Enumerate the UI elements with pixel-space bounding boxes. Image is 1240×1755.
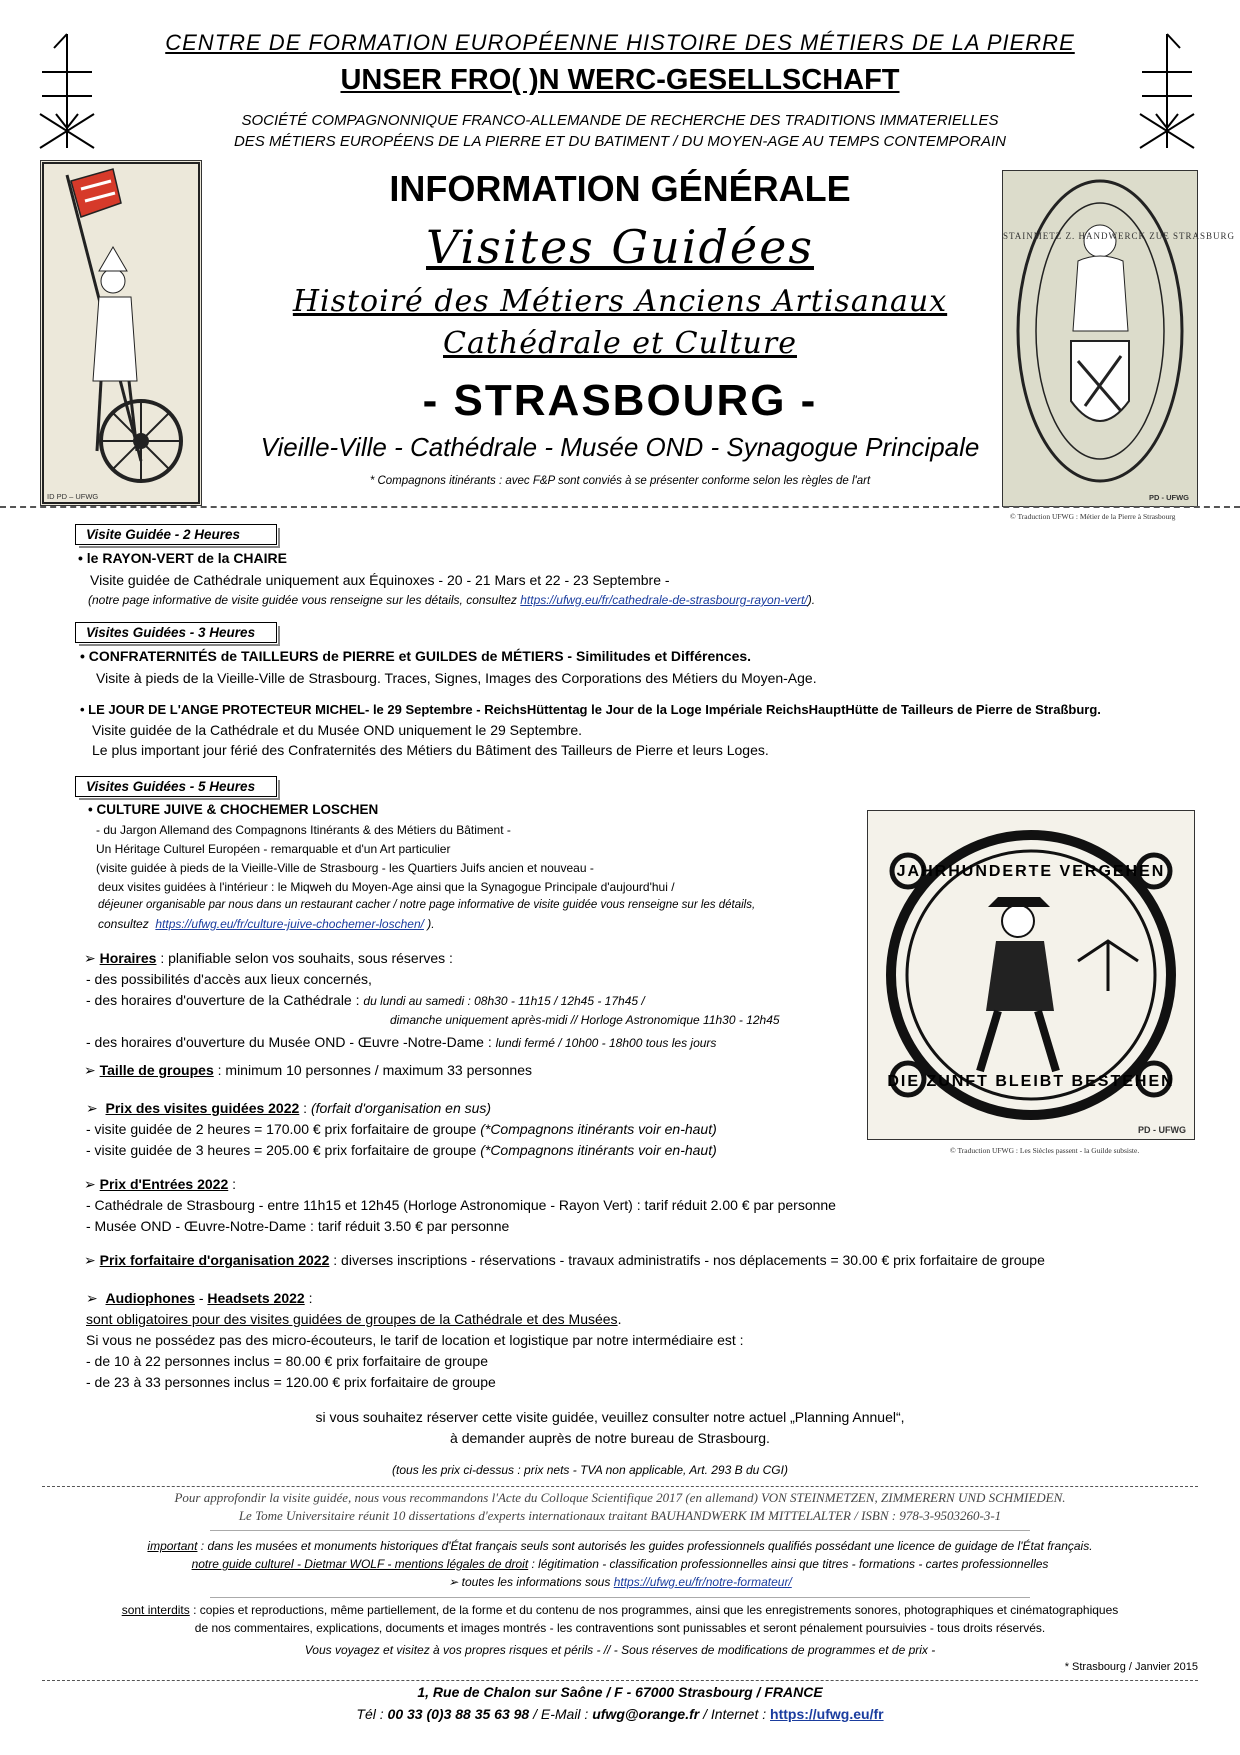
title-cathedrale: Cathédrale et Culture — [443, 326, 797, 361]
section-label-3h-text: Visites Guidées - 3 Heures — [86, 625, 256, 640]
acte-line1: Pour approfondir la visite guidée, nous vous recommandons l'Acte du Colloque Scientifique 2017 (en allemand) VON STEINMETZEN, ZIMMERERN UND SCHMIEDEN. — [174, 1490, 1066, 1505]
item-rayon-vert: • le RAYON-VERT de la CHAIRE — [78, 550, 287, 566]
audio-label2: Headsets 2022 — [207, 1290, 305, 1306]
item-culture-juive-title: CULTURE JUIVE & CHOCHEMER LOSCHEN — [96, 802, 379, 817]
website-link[interactable]: https://ufwg.eu/fr — [770, 1706, 884, 1722]
header-line3: SOCIÉTÉ COMPAGNONNIQUE FRANCO-ALLEMANDE DE RECHERCHE DES TRADITIONS IMMATERIELLES — [241, 112, 999, 129]
culture-line6-end: ). — [427, 917, 435, 931]
info-text: toutes les informations sous — [461, 1575, 611, 1589]
culture-consultez: consultez — [98, 917, 149, 931]
entrees-heading: ➢ Prix d'Entrées 2022 : — [84, 1176, 237, 1192]
guide-text: : légitimation - classification professionnelles ainsi que titres - formations - cartes professionnelles — [528, 1557, 1049, 1571]
forfait-label: Prix forfaitaire d'organisation 2022 — [99, 1252, 330, 1268]
item-confraternites: • CONFRATERNITÉS de TAILLEURS de PIERRE et GUILDES de MÉTIERS - Similitudes et Différences. — [80, 648, 752, 664]
divider-info — [210, 1597, 1030, 1598]
rayon-vert-note-text: (notre page informative de visite guidée vous renseigne sur les détails, consultez — [88, 593, 517, 607]
reserve-line1: si vous souhaitez réserver cette visite guidée, veuillez consulter notre actuel „Planning Annuel“, — [315, 1409, 905, 1425]
header-line1: CENTRE DE FORMATION EUROPÉENNE HISTOIRE DES MÉTIERS DE LA PIERRE — [165, 30, 1075, 55]
compagnons-note: * Compagnons itinérants : avec F&P sont conviés à se présenter conforme selon les règles de l'art — [369, 475, 871, 487]
horaires-label: Horaires — [99, 950, 157, 966]
badge-illustration — [867, 810, 1195, 1140]
item-rayon-vert-title: le RAYON-VERT de la CHAIRE — [86, 550, 287, 566]
header-subtitle — [0, 110, 1240, 152]
item-confraternites-title: CONFRATERNITÉS de TAILLEURS de PIERRE et GUILDES de MÉTIERS - Similitudes et Différences. — [88, 648, 752, 664]
culture-line4: deux visites guidées à l'intérieur : le Miqweh du Moyen-Age ainsi que la Synagogue Principale d'aujourd'hui / — [98, 880, 675, 894]
divider-top — [0, 506, 1240, 508]
audio-line1-text: sont obligatoires pour des visites guidées de groupes de la Cathédrale et des Musées — [86, 1311, 618, 1327]
info-line: ➢ toutes les informations sous https://ufwg.eu/fr/notre-formateur/ — [448, 1575, 792, 1589]
audio-line4: - de 23 à 33 personnes inclus = 120.00 € prix forfaitaire de groupe — [86, 1374, 496, 1390]
prix-visites-note: (forfait d'organisation en sus) — [310, 1100, 492, 1116]
audio-text: : — [304, 1290, 313, 1306]
interdits-line2: de nos commentaires, explications, documents et images montrés - les contraventions sont punissables et seront pénalement poursuivies - tous droits réservés. — [194, 1621, 1046, 1635]
culture-line6 — [98, 917, 435, 931]
guide-line — [0, 1557, 1240, 1571]
item-michel: • LE JOUR DE L'ANGE PROTECTEUR MICHEL- le 29 Septembre - ReichsHüttentag le Jour de la Loge Impériale ReichsHauptHütte de Tailleurs de Pierre de Straßburg. — [80, 702, 1101, 717]
horaires-line2-text: - des horaires d'ouverture de la Cathédrale : — [86, 992, 360, 1008]
horaires-line4 — [86, 1034, 716, 1050]
rayon-vert-link[interactable]: https://ufwg.eu/fr/cathedrale-de-strasbourg-rayon-vert/ — [520, 593, 808, 607]
seal-text: STAINMETZ Z. HANDWERCK ZUE STRASBURG — [1003, 231, 1236, 241]
horaires-line1: - des possibilités d'accès aux lieux concernés, — [86, 971, 372, 987]
culture-line5: déjeuner organisable par nous dans un restaurant cacher / notre page informative de visite guidée vous renseigne sur les détails, — [98, 899, 756, 911]
tel-label: Tél : — [356, 1706, 388, 1722]
entrees-text: : — [228, 1176, 237, 1192]
divider-bottom — [42, 1680, 1198, 1681]
horaires-text: : planifiable selon vos souhaits, sous réserves : — [156, 950, 453, 966]
title-visites: Visites Guidées — [426, 220, 814, 274]
culture-line3: (visite guidée à pieds de la Vieille-Ville de Strasbourg - les Quartiers Juifs ancien et nouveau - — [96, 861, 594, 875]
audio-line1 — [86, 1311, 621, 1327]
prix-2h-note: (*Compagnons itinérants voir en-haut) — [480, 1121, 717, 1137]
audio-line3: - de 10 à 22 personnes inclus = 80.00 € prix forfaitaire de groupe — [86, 1353, 488, 1369]
prix-3h: - visite guidée de 3 heures = 205.00 € prix forfaitaire de groupe — [86, 1142, 477, 1158]
prix-visites-heading: ➢ Prix des visites guidées 2022 : (forfait d'organisation en sus) — [86, 1100, 492, 1116]
badge-label: PD - UFWG — [1138, 1125, 1186, 1135]
item-michel-desc2: Le plus important jour férié des Confraternités des Métiers du Bâtiment des Tailleurs de Pierre et leurs Loges. — [92, 742, 769, 758]
horaires-heading: ➢ Horaires : planifiable selon vos souhaits, sous réserves : — [84, 950, 453, 966]
interdits-label: sont interdits — [121, 1603, 190, 1617]
horaires-line3: dimanche uniquement après-midi // Horloge Astronomique 11h30 - 12h45 — [390, 1013, 780, 1027]
item-rayon-vert-desc: Visite guidée de Cathédrale uniquement aux Équinoxes - 20 - 21 Mars et 22 - 23 Septembre - — [90, 572, 670, 588]
taille-groupes: ➢ Taille de groupes : minimum 10 personnes / maximum 33 personnes — [84, 1062, 532, 1078]
header-society-name: UNSER FRO( )N WERC-GESELLSCHAFT — [340, 64, 900, 96]
item-confraternites-desc: Visite à pieds de la Vieille-Ville de Strasbourg. Traces, Signes, Images des Corporations des Métiers du Moyen-Age. — [96, 670, 817, 686]
title-histoire: Histoiré des Métiers Anciens Artisanaux — [292, 284, 948, 319]
section-label-2h — [75, 524, 277, 545]
item-rayon-vert-note — [88, 593, 815, 607]
header-line4: DES MÉTIERS EUROPÉENS DE LA PIERRE ET DU BATIMENT / DU MOYEN-AGE AU TEMPS CONTEMPORAIN — [233, 133, 1007, 150]
important-text: : dans les musées et monuments historiques d'État français seuls sont autorisés les guides professionnels qualifiés possédant une licence de guidage de l'État français. — [197, 1539, 1093, 1553]
interdits-text1: : copies et reproductions, même partiellement, de la forme et du contenu de nos programmes, ainsi que les enregistrements sonores, photographiques et cinématographiques — [189, 1603, 1119, 1617]
section-label-5h-text: Visites Guidées - 5 Heures — [86, 779, 256, 794]
contact-line — [0, 1706, 1240, 1722]
audio-line2: Si vous ne possédez pas des micro-écouteurs, le tarif de location et logistique par notre intermédiaire est : — [86, 1332, 744, 1348]
forfait-text: : diverses inscriptions - réservations - travaux administratifs - nos déplacements = 30.00 € prix forfaitaire de groupe — [329, 1252, 1045, 1268]
horaires-cathedrale-hours: du lundi au samedi : 08h30 - 11h15 / 12h45 - 17h45 / — [363, 994, 645, 1008]
audio-heading: ➢ Audiophones - Headsets 2022 : — [86, 1290, 313, 1306]
divider-mid — [42, 1486, 1198, 1487]
interdits-line1 — [0, 1603, 1240, 1617]
mail-label: / E-Mail : — [529, 1706, 593, 1722]
right-image-label: PD - UFWG — [1149, 493, 1189, 502]
title-information: INFORMATION GÉNÉRALE — [389, 168, 851, 209]
important-label: important — [147, 1539, 198, 1553]
prix-visites-sep: : — [299, 1100, 311, 1116]
prix-visites-line2 — [86, 1142, 717, 1158]
prix-visites-label: Prix des visites guidées 2022 — [105, 1100, 300, 1116]
audio-sep: - — [194, 1290, 208, 1306]
audio-line1-end: . — [617, 1311, 622, 1327]
section-label-3h — [75, 622, 277, 643]
item-michel-desc1: Visite guidée de la Cathédrale et du Musée OND uniquement le 29 Septembre. — [92, 722, 583, 738]
risques-line: Vous voyagez et visitez à vos propres risques et périls - // - Sous réserves de modifications de programmes et de prix - — [304, 1643, 936, 1657]
formateur-link[interactable]: https://ufwg.eu/fr/notre-formateur/ — [613, 1575, 792, 1589]
item-culture-juive: • CULTURE JUIVE & CHOCHEMER LOSCHEN — [88, 802, 379, 817]
badge-bottom-text: DIE ZUNFT BLEIBT BESTEHEN — [887, 1073, 1175, 1090]
acte-line2: Le Tome Universitaire réunit 10 dissertations d'experts internationaux traitant BAUHANDWERK IM MITTELALTER / ISBN : 978-3-9503260-3-1 — [238, 1508, 1002, 1523]
culture-line2: Un Héritage Culturel Européen - remarquable et d'un Art particulier — [96, 842, 451, 856]
reserve-line2: à demander auprès de notre bureau de Strasbourg. — [450, 1430, 770, 1446]
prix-3h-note: (*Compagnons itinérants voir en-haut) — [480, 1142, 717, 1158]
entrees-line1: - Cathédrale de Strasbourg - entre 11h15 et 12h45 (Horloge Astronomique - Rayon Vert) : tarif réduit 2.00 € par personne — [86, 1197, 836, 1213]
reserve-line3: (tous les prix ci-dessus : prix nets - TVA non applicable, Art. 293 B du CGI) — [392, 1463, 788, 1477]
entrees-line2: - Musée OND - Œuvre-Notre-Dame : tarif réduit 3.50 € par personne — [86, 1218, 510, 1234]
culture-line1: - du Jargon Allemand des Compagnons Itinérants & des Métiers du Bâtiment - — [96, 823, 511, 837]
culture-juive-link[interactable]: https://ufwg.eu/fr/culture-juive-chochemer-loschen/ — [155, 917, 424, 931]
horaires-line2 — [86, 992, 645, 1008]
badge-top-text: JAHRHUNDERTE VERGEHEN — [896, 863, 1166, 880]
tel-number: 00 33 (0)3 88 35 63 98 — [387, 1706, 530, 1722]
badge-caption: © Traduction UFWG : Les Siècles passent - la Guilde subsiste. — [950, 1146, 1140, 1155]
left-image-label: ID PD – UFWG — [47, 492, 99, 501]
prix-visites-line1 — [86, 1121, 717, 1137]
section-label-5h — [75, 776, 277, 797]
forfait-organisation: ➢ Prix forfaitaire d'organisation 2022 : diverses inscriptions - réservations - travaux administratifs - nos déplacements = 30.00 € prix forfaitaire de groupe — [84, 1252, 1045, 1268]
section-label-2h-text: Visite Guidée - 2 Heures — [86, 527, 241, 542]
date-line: * Strasbourg / Janvier 2015 — [1064, 1661, 1198, 1673]
address-line: 1, Rue de Chalon sur Saône / F - 67000 Strasbourg / FRANCE — [417, 1684, 823, 1700]
important-line — [0, 1539, 1240, 1553]
taille-text: : minimum 10 personnes / maximum 33 personnes — [213, 1062, 532, 1078]
horaires-musee-hours: lundi fermé / 10h00 - 18h00 tous les jours — [495, 1036, 717, 1050]
web-label: / Internet : — [699, 1706, 771, 1722]
email-link[interactable]: ufwg@orange.fr — [592, 1706, 700, 1722]
title-city: - STRASBOURG - — [422, 376, 818, 425]
prix-2h: - visite guidée de 2 heures = 170.00 € prix forfaitaire de groupe — [86, 1121, 477, 1137]
rayon-vert-note-end: ). — [807, 593, 816, 607]
title-places: Vieille-Ville - Cathédrale - Musée OND - Synagogue Principale — [260, 432, 980, 462]
right-image-caption: © Traduction UFWG : Métier de la Pierre à Strasbourg — [1010, 512, 1176, 521]
entrees-label: Prix d'Entrées 2022 — [99, 1176, 229, 1192]
item-michel-title: LE JOUR DE L'ANGE PROTECTEUR MICHEL- le 29 Septembre - ReichsHüttentag le Jour de la Loge Impériale ReichsHauptHütte de Tailleurs de Pierre de Straßburg. — [88, 702, 1101, 717]
divider-acte — [210, 1530, 1030, 1531]
guide-label: notre guide culturel - Dietmar WOLF - mentions légales de droit — [191, 1557, 529, 1571]
audio-label1: Audiophones — [105, 1290, 195, 1306]
horaires-line4-text: - des horaires d'ouverture du Musée OND - Œuvre -Notre-Dame : — [86, 1034, 492, 1050]
taille-label: Taille de groupes — [99, 1062, 214, 1078]
